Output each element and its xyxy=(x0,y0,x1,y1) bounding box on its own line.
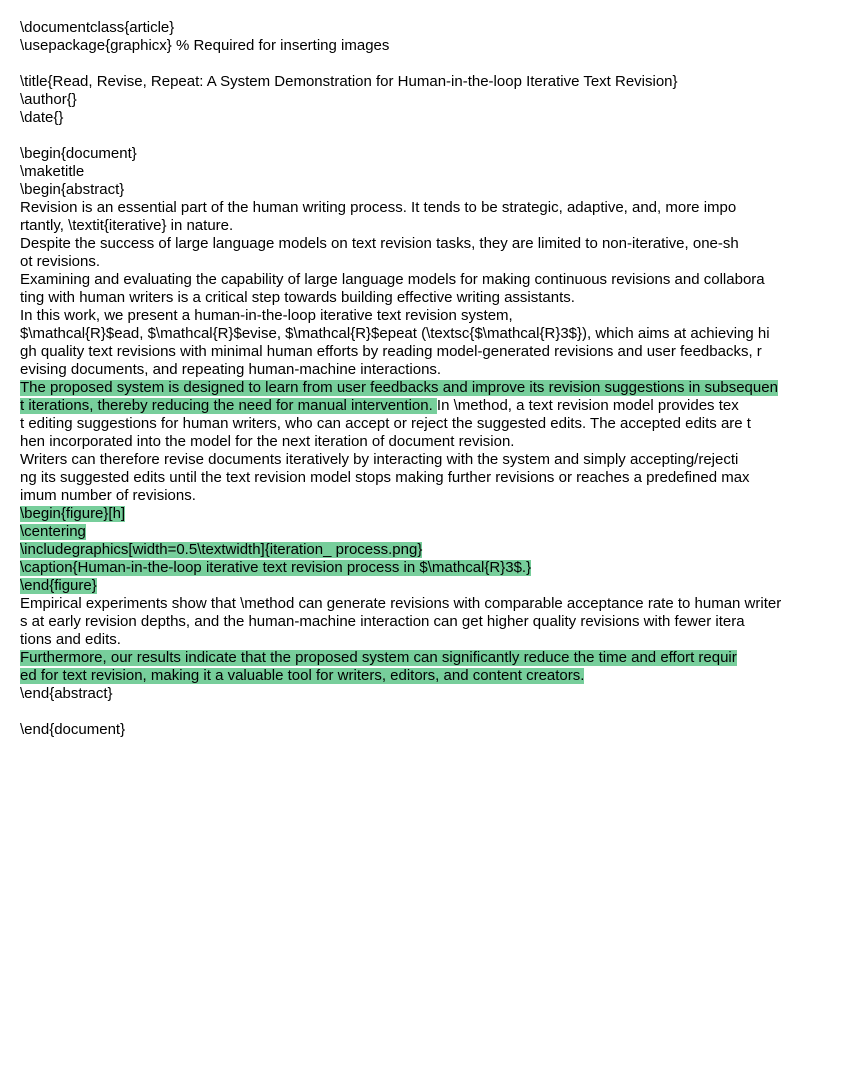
highlighted-text-segment: ed for text revision, making it a valuable tool for writers, editors, and content creators. xyxy=(20,667,585,684)
text-line xyxy=(20,649,858,667)
highlighted-text-segment: \caption{Human-in-the-loop iterative text revision process in $\mathcal{R}3$.} xyxy=(20,559,532,576)
highlighted-text-segment: \centering xyxy=(20,523,86,540)
text-line xyxy=(20,361,858,379)
text-segment: \usepackage{graphicx} % Required for inserting images xyxy=(20,37,390,54)
text-line xyxy=(20,91,858,109)
highlighted-text-segment: The proposed system is designed to learn from user feedbacks and improve its revision suggestions in subsequen xyxy=(20,379,778,396)
text-line xyxy=(20,73,858,91)
text-line xyxy=(20,163,858,181)
text-segment: t editing suggestions for human writers, who can accept or reject the suggested edits. The accepted edits are t xyxy=(20,415,751,432)
text-line xyxy=(20,577,858,595)
text-line xyxy=(20,271,858,289)
text-segment: Revision is an essential part of the human writing process. It tends to be strategic, adaptive, and, more impo xyxy=(20,199,737,216)
text-line xyxy=(20,343,858,361)
text-line xyxy=(20,325,858,343)
text-line xyxy=(20,541,858,559)
highlighted-text-segment: \end{figure} xyxy=(20,577,97,594)
text-line xyxy=(20,721,858,739)
text-line xyxy=(20,685,858,703)
text-line xyxy=(20,19,858,37)
text-segment: ting with human writers is a critical step towards building effective writing assistants. xyxy=(20,289,575,306)
text-line xyxy=(20,451,858,469)
text-line xyxy=(20,307,858,325)
text-segment: hen incorporated into the model for the next iteration of document revision. xyxy=(20,433,515,450)
text-line xyxy=(20,199,858,217)
text-line xyxy=(20,433,858,451)
text-line xyxy=(20,145,858,163)
text-line xyxy=(20,559,858,577)
text-line xyxy=(20,505,858,523)
text-segment: $\mathcal{R}$ead, $\mathcal{R}$evise, $\mathcal{R}$epeat (\textsc{$\mathcal{R}3$}), which aims at achieving hi xyxy=(20,325,770,342)
text-segment: \author{} xyxy=(20,91,77,108)
text-line xyxy=(20,667,858,685)
text-segment: ng its suggested edits until the text revision model stops making further revisions or reaches a predefined max xyxy=(20,469,750,486)
text-line xyxy=(20,613,858,631)
text-line xyxy=(20,415,858,433)
text-line xyxy=(20,37,858,55)
text-segment: \end{abstract} xyxy=(20,685,113,702)
text-segment: gh quality text revisions with minimal human efforts by reading model-generated revisions and user feedbacks, r xyxy=(20,343,762,360)
text-line xyxy=(20,181,858,199)
text-line xyxy=(20,127,858,145)
text-line xyxy=(20,379,858,397)
text-segment: Despite the success of large language models on text revision tasks, they are limited to non-iterative, one-sh xyxy=(20,235,739,252)
text-line xyxy=(20,397,858,415)
text-line xyxy=(20,55,858,73)
text-segment: s at early revision depths, and the human-machine interaction can get higher quality revisions with fewer itera xyxy=(20,613,745,630)
highlighted-text-segment: \begin{figure}[h] xyxy=(20,505,126,522)
text-line xyxy=(20,235,858,253)
text-line xyxy=(20,595,858,613)
text-segment: ot revisions. xyxy=(20,253,101,270)
text-line xyxy=(20,289,858,307)
text-segment: \begin{abstract} xyxy=(20,181,125,198)
text-line xyxy=(20,253,858,271)
text-segment: Empirical experiments show that \method can generate revisions with comparable acceptance rate to human writer xyxy=(20,595,782,612)
text-segment: Writers can therefore revise documents iteratively by interacting with the system and simply accepting/rejecti xyxy=(20,451,739,468)
text-segment: rtantly, \textit{iterative} in nature. xyxy=(20,217,234,234)
text-segment: \maketitle xyxy=(20,163,85,180)
text-line xyxy=(20,217,858,235)
text-line xyxy=(20,631,858,649)
text-segment: tions and edits. xyxy=(20,631,121,648)
text-line xyxy=(20,469,858,487)
highlighted-text-segment: \includegraphics[width=0.5\textwidth]{iteration_ process.png} xyxy=(20,541,423,558)
text-segment: \documentclass{article} xyxy=(20,19,175,36)
text-line xyxy=(20,109,858,127)
text-segment: imum number of revisions. xyxy=(20,487,196,504)
text-segment: \end{document} xyxy=(20,721,126,738)
text-segment: In \method, a text revision model provides tex xyxy=(436,397,739,414)
highlighted-text-segment: Furthermore, our results indicate that the proposed system can significantly reduce the time and effort requir xyxy=(20,649,737,666)
text-line xyxy=(20,523,858,541)
highlighted-text-segment: t iterations, thereby reducing the need for manual intervention. xyxy=(20,397,437,414)
text-line xyxy=(20,703,858,721)
text-segment: evising documents, and repeating human-machine interactions. xyxy=(20,361,442,378)
text-segment: Examining and evaluating the capability of large language models for making continuous revisions and collabora xyxy=(20,271,765,288)
text-segment: \date{} xyxy=(20,109,64,126)
text-segment: \title{Read, Revise, Repeat: A System Demonstration for Human-in-the-loop Iterative Text Revision} xyxy=(20,73,678,90)
text-segment: \begin{document} xyxy=(20,145,137,162)
text-line xyxy=(20,487,858,505)
text-segment: In this work, we present a human-in-the-loop iterative text revision system, xyxy=(20,307,513,324)
